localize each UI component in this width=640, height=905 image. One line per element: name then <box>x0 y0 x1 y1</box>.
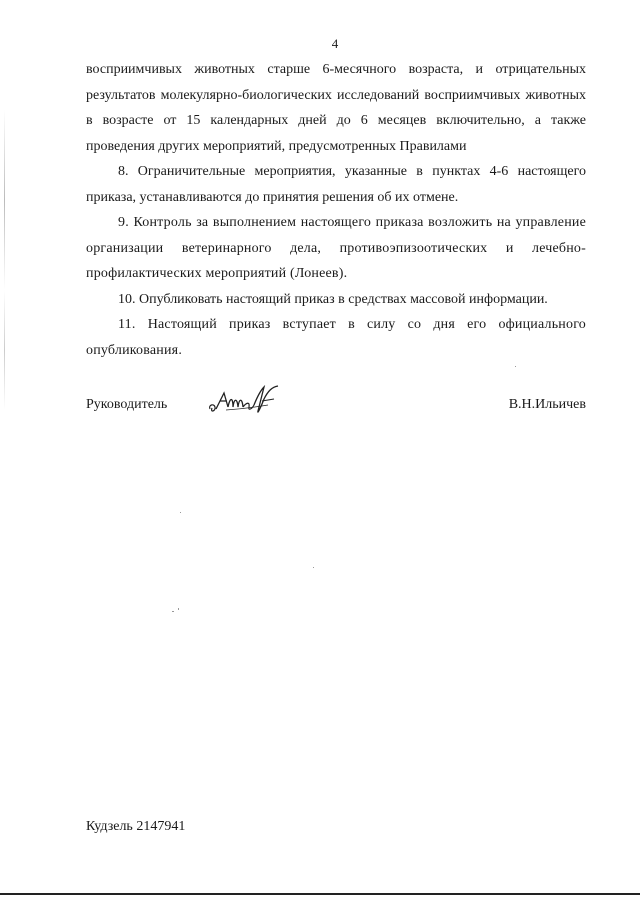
paragraph-item-11: 11. Настоящий приказ вступает в силу со дня его официального опубликования. <box>86 317 586 358</box>
page-number: 4 <box>331 36 339 51</box>
scan-edge-mark <box>4 110 5 410</box>
signatory-name: В.Н.Ильичев <box>508 397 586 412</box>
scan-speck <box>180 512 181 513</box>
handwritten-signature <box>206 383 286 417</box>
scan-speck <box>178 608 179 610</box>
signature-block <box>86 397 586 427</box>
bottom-scan-border <box>0 893 640 895</box>
scan-speck <box>515 366 516 367</box>
paragraph-item-8: 8. Ограничительные мероприятия, указанные в пунктах 4-6 настоящего приказа, устанавливаются до принятия решения об их отмене. <box>86 164 586 205</box>
executor-reference: Кудзель 2147941 <box>86 819 186 834</box>
signatory-title: Руководитель <box>86 397 168 412</box>
paragraph-item-9: 9. Контроль за выполнением настоящего приказа возложить на управление организации ветеринарного дела, противоэпизоотических и лечебно-профилактических мероприятий (Лонеев). <box>86 215 586 281</box>
document-body <box>86 57 586 363</box>
paragraph-continuation: восприимчивых животных старше 6-месячного возраста, и отрицательных результатов молекулярно-биологических исследований восприимчивых животных в возрасте от 15 календарных дней до 6 месяцев включительно, а также проведения других мероприятий, предусмотренных Правилами <box>86 62 586 154</box>
scan-speck <box>313 567 314 568</box>
scan-speck <box>172 611 174 612</box>
paragraph-item-10: 10. Опубликовать настоящий приказ в средствах массовой информации. <box>118 291 548 307</box>
